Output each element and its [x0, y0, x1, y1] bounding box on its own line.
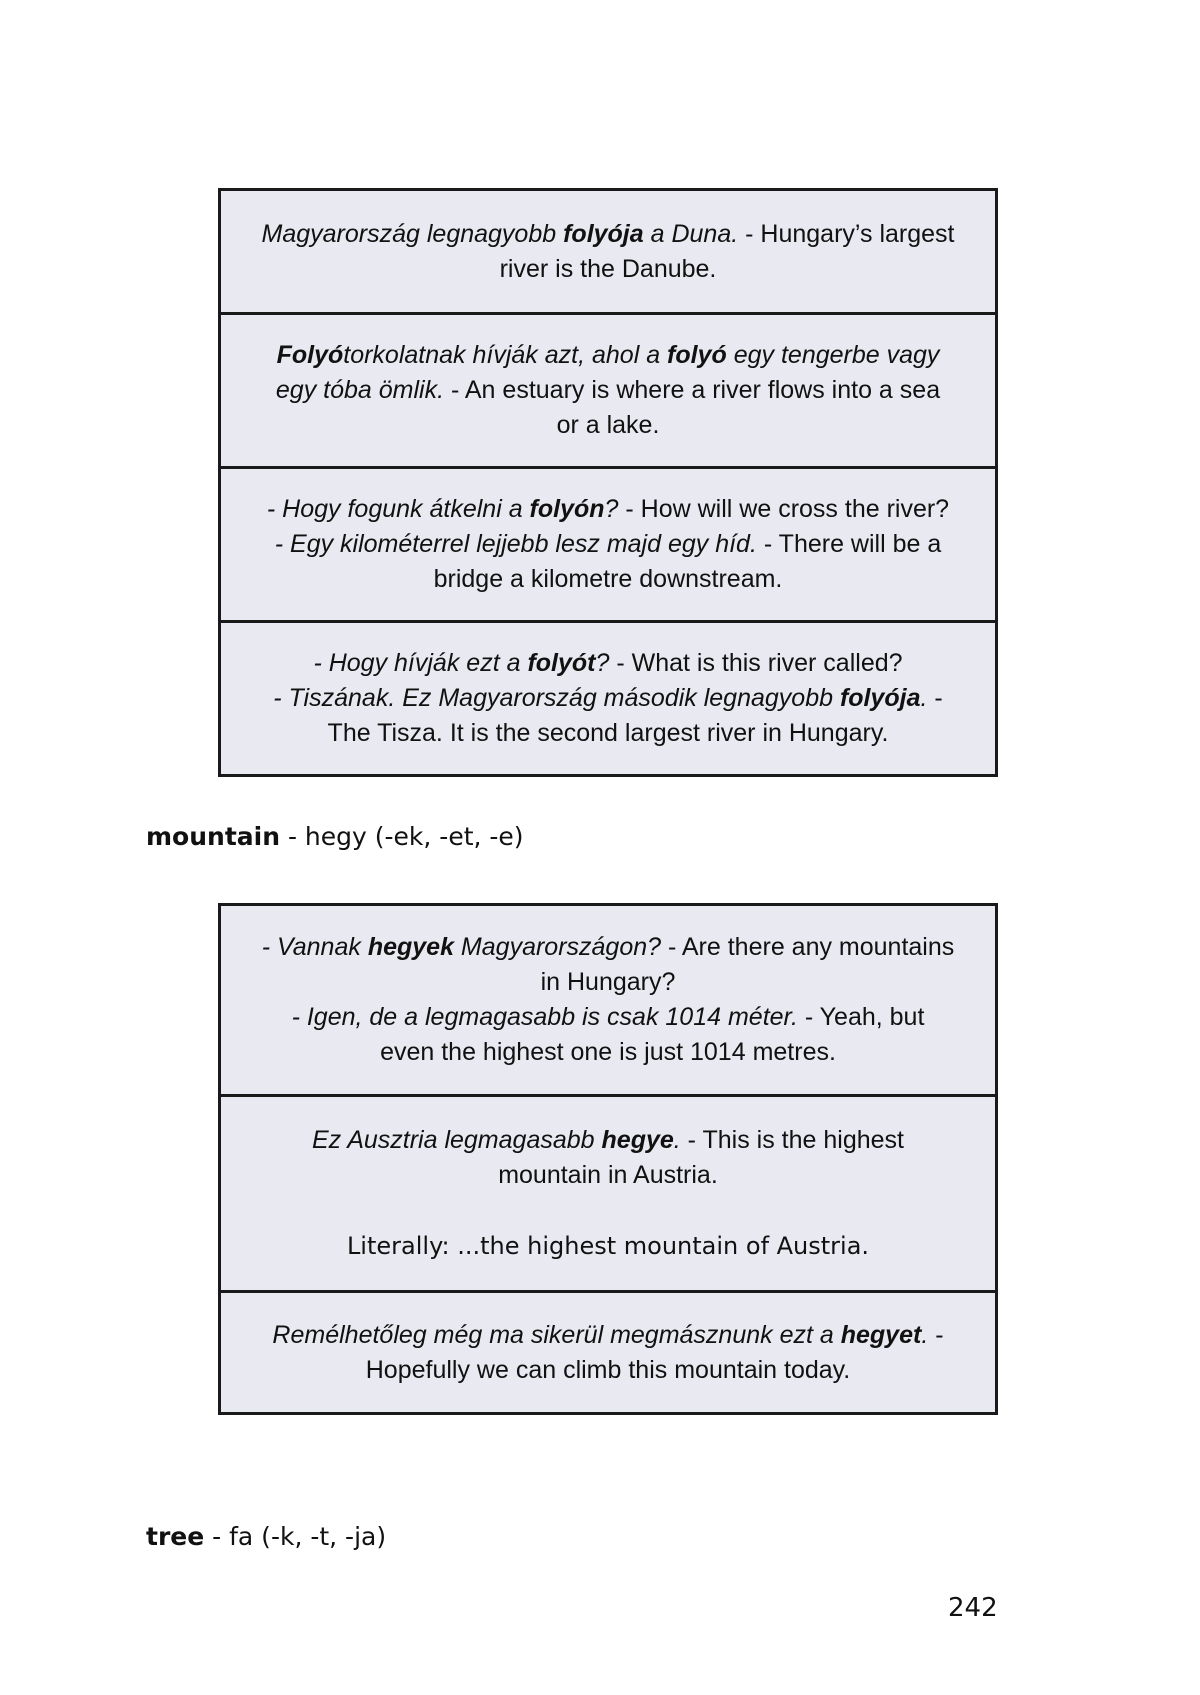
- example-line: [541, 965, 676, 1000]
- hungarian-text: - Tiszának. Ez Magyarország második legnagyobb: [273, 684, 840, 712]
- hungarian-text: .: [673, 1126, 681, 1154]
- example-line: [262, 930, 955, 965]
- hungarian-text: - Vannak: [261, 933, 368, 961]
- hungarian-text: Remélhetőleg még ma sikerül megmásznunk ezt a: [272, 1320, 841, 1349]
- example-line: [366, 1353, 851, 1388]
- hungarian-text: egy tengerbe vagy: [726, 341, 940, 369]
- english-text: in Hungary?: [540, 968, 676, 996]
- page-number: 242: [948, 1593, 998, 1623]
- english-text: - Yeah, but: [797, 1003, 925, 1031]
- example-row: [221, 1094, 995, 1290]
- example-line: [500, 252, 717, 287]
- english-text: or a lake.: [556, 411, 660, 439]
- example-line: [273, 681, 943, 716]
- english-text: - What is this river called?: [609, 649, 903, 677]
- vocab-translation: - hegy (-ek, -et, -e): [280, 822, 524, 851]
- english-text: -: [927, 684, 943, 712]
- english-text: - Are there any mountains: [661, 933, 955, 961]
- english-text: bridge a kilometre downstream.: [433, 565, 783, 593]
- keyword: hegye: [601, 1126, 674, 1154]
- example-line: [276, 373, 940, 408]
- hungarian-text: a Duna.: [643, 219, 739, 248]
- hungarian-text: - Igen, de a legmagasabb is csak 1014 méter.: [291, 1003, 798, 1031]
- example-row: [221, 466, 995, 620]
- hungarian-text: - Hogy hívják ezt a: [313, 649, 528, 677]
- example-row: [221, 906, 995, 1094]
- hungarian-text: .: [920, 684, 928, 712]
- keyword: folyón: [529, 495, 605, 523]
- example-row: [221, 620, 995, 774]
- english-text: - An estuary is where a river flows into a sea: [444, 376, 941, 404]
- example-table-mountain: [218, 903, 998, 1415]
- english-text: - There will be a: [756, 530, 942, 558]
- keyword: folyót: [527, 649, 596, 677]
- example-table-river: [218, 188, 998, 777]
- example-row: [221, 1290, 995, 1412]
- english-text: even the highest one is just 1014 metres.: [380, 1038, 836, 1066]
- keyword: folyó: [667, 341, 727, 369]
- vocab-entry-tree: [146, 1522, 386, 1551]
- hungarian-text: Magyarország legnagyobb: [261, 219, 564, 248]
- hungarian-text: torkolatnak hívják azt, ahol a: [343, 341, 668, 369]
- literal-note: Literally: ...the highest mountain of Austria.: [346, 1232, 870, 1260]
- example-line: [292, 1000, 925, 1035]
- english-text: mountain in Austria.: [498, 1161, 718, 1189]
- hungarian-text: ?: [604, 495, 619, 523]
- example-line: [347, 1229, 869, 1264]
- keyword: folyója: [839, 684, 921, 712]
- vocab-word: mountain: [146, 822, 281, 851]
- example-line: [434, 562, 783, 597]
- hungarian-text: .: [921, 1320, 929, 1349]
- hungarian-text: - Egy kilométerrel lejjebb lesz majd egy híd.: [274, 530, 757, 558]
- hungarian-text: Magyarországon?: [453, 933, 662, 961]
- example-row: [221, 312, 995, 466]
- vocab-word: tree: [146, 1522, 205, 1551]
- english-text: - How will we cross the river?: [618, 495, 950, 523]
- keyword: hegyek: [367, 933, 454, 961]
- example-line: [275, 527, 942, 562]
- keyword: hegyet: [840, 1320, 922, 1349]
- keyword: Folyó: [276, 341, 344, 369]
- hungarian-text: egy tóba ömlik.: [275, 376, 445, 404]
- example-line: [267, 492, 949, 527]
- hungarian-text: ?: [595, 649, 610, 677]
- example-line: [262, 217, 955, 252]
- english-text: - Hungary’s largest: [738, 219, 955, 248]
- example-line: [328, 716, 889, 751]
- keyword: folyója: [563, 219, 644, 248]
- vocab-entry-mountain: [146, 822, 524, 851]
- example-line: [312, 1123, 904, 1158]
- example-line: [272, 1318, 943, 1353]
- example-row: [221, 191, 995, 312]
- english-text: Hopefully we can climb this mountain today.: [365, 1355, 851, 1384]
- english-text: - This is the highest: [680, 1126, 904, 1154]
- vocab-translation: - fa (-k, -t, -ja): [204, 1522, 387, 1551]
- english-text: -: [928, 1320, 944, 1349]
- example-line: [277, 338, 940, 373]
- hungarian-text: Ez Ausztria legmagasabb: [312, 1126, 602, 1154]
- hungarian-text: - Hogy fogunk átkelni a: [266, 495, 530, 523]
- example-line: [557, 408, 660, 443]
- example-line: [313, 646, 902, 681]
- example-line: [498, 1158, 718, 1193]
- english-text: river is the Danube.: [499, 254, 717, 283]
- english-text: The Tisza. It is the second largest river in Hungary.: [327, 719, 889, 747]
- example-line: [380, 1035, 836, 1070]
